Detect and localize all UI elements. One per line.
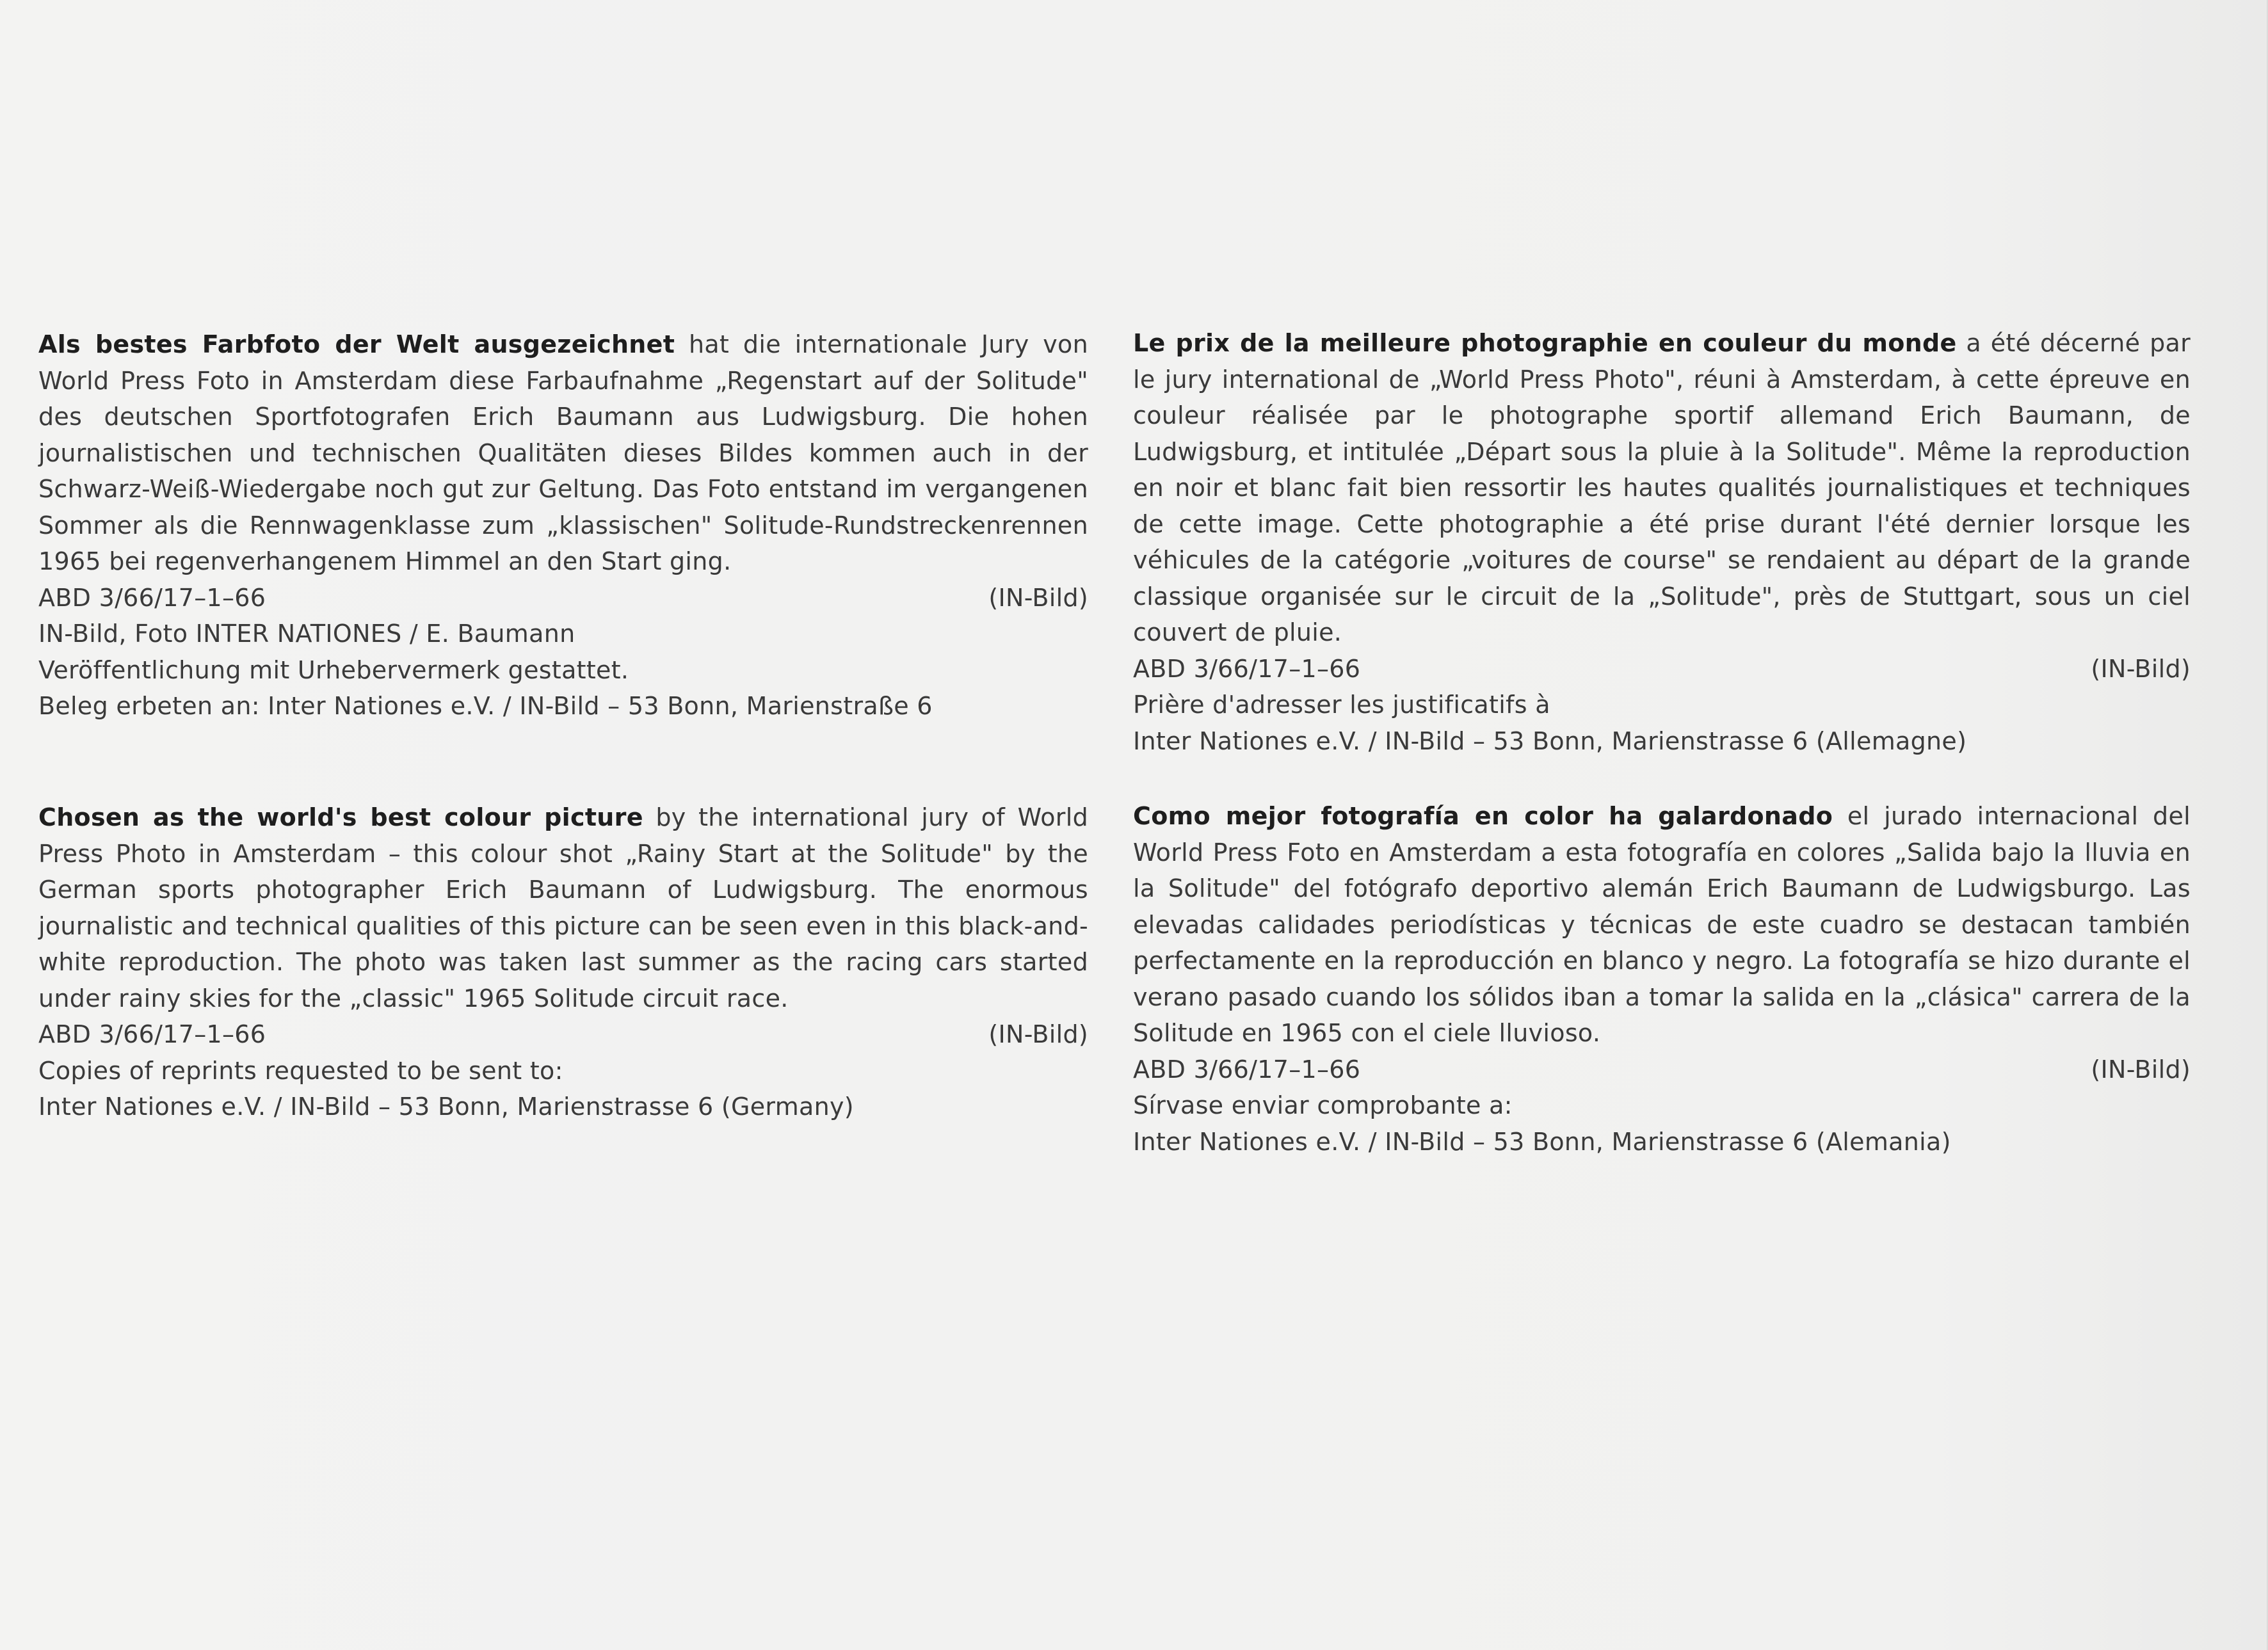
english-ref-code: ABD 3/66/17–1–66 <box>38 1020 266 1048</box>
spanish-ref-source: (IN-Bild) <box>2091 1055 2191 1084</box>
english-reference-line <box>38 1016 1088 1053</box>
spanish-ref-code: ABD 3/66/17–1–66 <box>1133 1055 1361 1084</box>
french-ref-code: ABD 3/66/17–1–66 <box>1133 654 1361 683</box>
english-address: Inter Nationes e.V. / IN-Bild – 53 Bonn, Marienstrasse 6 (Germany) <box>38 1093 854 1121</box>
english-lead: Chosen as the world's best colour picture <box>38 803 643 831</box>
german-address: Beleg erbeten an: Inter Nationes e.V. / IN-Bild – 53 Bonn, Marienstraße 6 <box>38 692 933 720</box>
french-paragraph <box>1133 325 2191 651</box>
german-permission: Veröffentlichung mit Urhebervermerk gestattet. <box>38 655 629 684</box>
german-paragraph <box>38 326 1088 580</box>
english-request: Copies of reprints requested to be sent to: <box>38 1056 563 1085</box>
spanish-request: Sírvase enviar comprobante a: <box>1133 1091 1513 1119</box>
english-paragraph <box>38 799 1088 1016</box>
french-reference-line <box>1133 651 2191 687</box>
german-caption <box>38 326 1088 725</box>
english-body: by the international jury of World Press Photo in Amsterdam – this colour shot „Rainy Start at the Solitude" by the German sports photographer Erich Baumann of Ludwigsburg. The enormous journalistic and technical qualities of this picture can be seen even in this black-and-white reproduction. The photo was taken last summer as the racing cars started under rainy skies for the „classic" 1965 Solitude circuit race. <box>38 803 1088 1013</box>
spanish-caption <box>1133 798 2191 1160</box>
spanish-address: Inter Nationes e.V. / IN-Bild – 53 Bonn, Marienstrasse 6 (Alemania) <box>1133 1127 1951 1156</box>
french-request: Prière d'adresser les justificatifs à <box>1133 691 1550 719</box>
spanish-paragraph <box>1133 798 2191 1052</box>
french-address: Inter Nationes e.V. / IN-Bild – 53 Bonn, Marienstrasse 6 (Allemagne) <box>1133 726 1967 755</box>
english-ref-source: (IN-Bild) <box>988 1020 1088 1048</box>
english-caption <box>38 799 1088 1125</box>
german-reference-line <box>38 580 1088 616</box>
german-ref-code: ABD 3/66/17–1–66 <box>38 583 266 612</box>
spanish-body: el jurado internacional del World Press Foto en Amsterdam a esta fotografía en colores „Salida bajo la lluvia en la Solitude" del fotógrafo deportivo alemán Erich Baumann de Ludwigsburgo. Las elevadas calidades periodísticas y técnicas de este cuadro se destacan también perfectamente en la reproducción en blanco y negro. La fotografía se hizo durante el verano pasado cuando los sólidos iban a tomar la salida en la „clásica" carrera de la Solitude en 1965 con el ciele lluvioso. <box>1133 802 2191 1047</box>
french-ref-source: (IN-Bild) <box>2091 654 2191 683</box>
spanish-reference-line <box>1133 1052 2191 1088</box>
german-body: hat die internationale Jury von World Press Foto in Amsterdam diese Farbaufnahme „Regenstart auf der Solitude" des deutschen Sportfotografen Erich Baumann aus Ludwigsburg. Die hohen journalistischen und technischen Qualitäten dieses Bildes kommen auch in der Schwarz-Weiß-Wiedergabe noch gut zur Geltung. Das Foto entstand im vergangenen Sommer als die Rennwagenklasse zum „klassischen" Solitude-Rundstreckenrennen 1965 bei regenverhangenem Himmel an den Start ging. <box>38 330 1088 575</box>
spanish-lead: Como mejor fotografía en color ha galardonado <box>1133 802 1833 830</box>
french-lead: Le prix de la meilleure photographie en couleur du monde <box>1133 329 1957 357</box>
german-lead: Als bestes Farbfoto der Welt ausgezeichnet <box>38 330 675 358</box>
german-credit: IN-Bild, Foto INTER NATIONES / E. Baumann <box>38 620 575 648</box>
german-ref-source: (IN-Bild) <box>988 583 1088 612</box>
french-body: a été décerné par le jury international de „World Press Photo", réuni à Amsterdam, à cette épreuve en couleur réalisée par le photographe sportif allemand Erich Baumann, de Ludwigsburg, et intitulée „Départ sous la pluie à la Solitude". Même la reproduction en noir et blanc fait bien ressortir les hautes qualités journalistiques et techniques de cette image. Cette photographie a été prise durant l'été dernier lorsque les véhicules de la catégorie „voitures de course" se rendaient au départ de la grande classique organisée sur le circuit de la „Solitude", près de Stuttgart, sous un ciel couvert de pluie. <box>1133 329 2191 646</box>
french-caption <box>1133 325 2191 759</box>
